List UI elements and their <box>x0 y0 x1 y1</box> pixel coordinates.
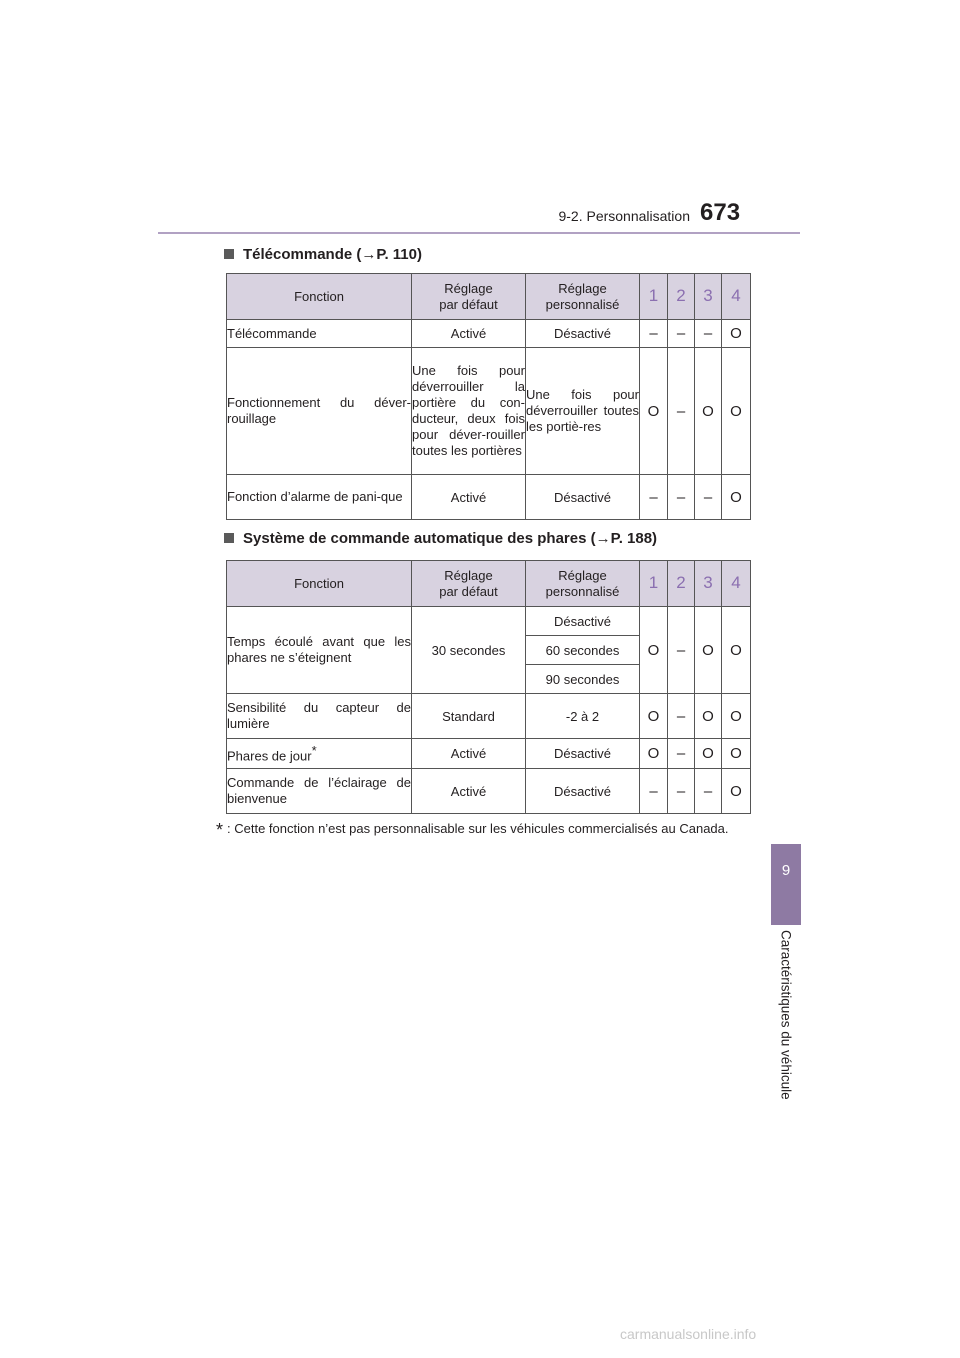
bullet-square-icon <box>224 533 234 543</box>
footnote: * : Cette fonction n’est pas personnalisable sur les véhicules commercialisés au Canada. <box>216 820 729 840</box>
col-4: 4 <box>722 561 751 607</box>
page-number: 673 <box>700 199 741 226</box>
section-heading-headlights: Système de commande automatique des phares (→P. 188) <box>224 530 657 547</box>
col-4: 4 <box>722 274 751 320</box>
table-row: Fonction d’alarme de pani-que Activé Désactivé – – – O <box>227 475 751 520</box>
table-row: Fonctionnement du déver-rouillage Une fois pour déverrouiller la portière du con-ducteur, deux fois pour déver-rouiller toutes les portières Une fois pour déverrouiller toutes les portiè-res O – O O <box>227 348 751 475</box>
col-default: Réglage par défaut <box>412 561 526 607</box>
chapter-tab <box>771 844 801 925</box>
page-reference-link[interactable]: P. 188) <box>610 530 658 547</box>
footnote-marker: * <box>311 742 317 758</box>
table-row: 60 secondes <box>227 636 751 665</box>
arrow-icon: → <box>595 530 611 547</box>
chapter-label: Caractéristiques du véhicule <box>778 930 794 1100</box>
col-1: 1 <box>640 274 668 320</box>
table-header-row <box>227 561 751 607</box>
table-row: Temps écoulé avant que les phares ne s’éteignent 30 secondes Désactivé O – O O <box>227 607 751 636</box>
page-reference-link[interactable]: P. 110) <box>376 246 422 263</box>
headlight-settings-table <box>226 560 751 814</box>
col-2: 2 <box>668 561 695 607</box>
bullet-square-icon <box>224 249 234 259</box>
table-row: 90 secondes <box>227 665 751 694</box>
table-header-row <box>227 274 751 320</box>
table-row: Phares de jour* Activé Désactivé O – O O <box>227 739 751 769</box>
arrow-icon: → <box>361 246 377 263</box>
table-row: Télécommande Activé Désactivé – – – O <box>227 320 751 348</box>
chapter-number: 9 <box>781 862 791 879</box>
col-3: 3 <box>695 274 722 320</box>
col-3: 3 <box>695 561 722 607</box>
table-row: Commande de l’éclairage de bienvenue Activé Désactivé – – – O <box>227 769 751 814</box>
col-custom: Réglage personnalisé <box>526 561 640 607</box>
col-2: 2 <box>668 274 695 320</box>
watermark: carmanualsonline.info <box>620 1326 757 1342</box>
remote-settings-table <box>226 273 751 520</box>
col-custom: Réglage personnalisé <box>526 274 640 320</box>
col-default: Réglage par défaut <box>412 274 526 320</box>
col-1: 1 <box>640 561 668 607</box>
table-row: Sensibilité du capteur de lumière Standard -2 à 2 O – O O <box>227 694 751 739</box>
running-header-section: 9-2. Personnalisation <box>558 208 690 224</box>
section-heading-remote: Télécommande (→P. 110) <box>224 246 422 263</box>
col-function: Fonction <box>227 274 412 320</box>
header-rule <box>158 232 800 234</box>
col-function: Fonction <box>227 561 412 607</box>
